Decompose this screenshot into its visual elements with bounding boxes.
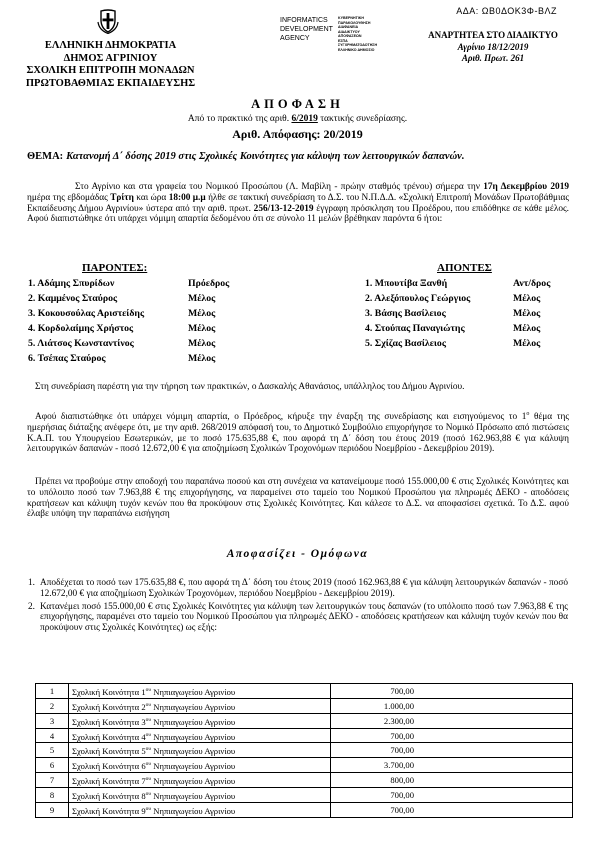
- community-label: Σχολική Κοινότητα 8: [72, 790, 146, 801]
- logo-line: ΣΥΓΧΡΗΜΑΤΟΔΟΤΗΣΗ: [338, 43, 378, 47]
- logo-line: ΕΣΠΑ: [338, 38, 348, 43]
- empty-cell: [454, 758, 573, 773]
- empty-cell: [454, 728, 573, 743]
- ordinal-suffix: ου: [145, 776, 152, 783]
- table-row: [36, 684, 573, 699]
- decision-text: Κατανέμει ποσό 155.000,00 € στις Σχολικές Κοινότητες για κάλυψη των λειτουργικών τους δαπανών (το υπόλοιπο ποσό των 7.963,88 € της επιχορήγησης, παραμένει στο ταμείο του Νομικού Προσώπου για πληρωμές ΔΕΚΟ - αποδόσεις κρατήσεων και κάλυψη τυχόν κενών που θα προκύψουν στις Σχολικές Κοινότητες) ως εξής:: [40, 601, 568, 634]
- member-role: Μέλος: [513, 293, 541, 304]
- logo-line: DEVELOPMENT: [280, 26, 333, 33]
- decision-text: Αποδέχεται το ποσό των 175.635,88 €, που αφορά τη Δ΄ δόση του έτους 2019 (ποσό 162.963,88 € για κάλυψη λειτουργικών δαπανών - ποσό 12.672,00 € για αποζημίωση Σχολικών Τροχονόμων, περιόδου Νοεμβρίου - Δεκεμβρίου 2019).: [40, 578, 568, 599]
- invitation-number: 256/13-12-2019: [253, 203, 314, 214]
- community-label: Σχολική Κοινότητα 1: [72, 686, 146, 697]
- member-role: Μέλος: [513, 338, 541, 349]
- protocol-number: Αριθ. Πρωτ. 261: [461, 53, 525, 63]
- hellenic-emblem-icon: [97, 8, 119, 34]
- empty-cell: [454, 773, 573, 788]
- school-community-name: [69, 788, 331, 803]
- ordinal-suffix: ου: [145, 761, 152, 768]
- allocation-table: [35, 683, 573, 818]
- school-community-name: [69, 802, 331, 817]
- amount-cell: 700,00: [331, 684, 455, 699]
- row-number: 7: [36, 773, 69, 788]
- body-text: Αφού διαπιστώθηκε ότι υπάρχει νόμιμη απαρτία, ο Πρόεδρος, κήρυξε την έναρξη της συνεδρίασης και εισηγούμενος το 1: [35, 412, 527, 423]
- table-row: [36, 743, 573, 758]
- amount-cell: 700,00: [331, 728, 455, 743]
- empty-cell: [454, 802, 573, 817]
- ordinal-suffix: ου: [145, 731, 152, 738]
- intro-text: ημέρα της εβδομάδας: [27, 192, 111, 203]
- logo-line: ΚΥΒΕΡΝΗΤΙΚΗ ΠΑΡΑΚΟΛΟΥΘΗΣΗ: [338, 16, 371, 25]
- empty-cell: [454, 684, 573, 699]
- member-role: Μέλος: [188, 308, 216, 319]
- row-number: 5: [36, 743, 69, 758]
- intro-text: και ώρα: [133, 192, 169, 203]
- member-name: 3. Βάσης Βασίλειος: [365, 308, 446, 319]
- member-name: 1. Μπουτίβα Ξανθή: [365, 278, 448, 289]
- meeting-date: 17η Δεκεμβρίου 2019: [483, 182, 569, 192]
- present-list: [28, 276, 228, 366]
- member-name: 3. Κοκουσούλας Αριστείδης: [28, 308, 145, 319]
- ordinal-suffix: ο: [526, 411, 530, 417]
- empty-cell: [454, 743, 573, 758]
- community-label: Νηπιαγωγείου Αγρινίου: [151, 805, 236, 816]
- meeting-time: 18:00 μ.μ: [168, 192, 206, 203]
- present-member: [28, 336, 228, 351]
- empty-cell: [454, 698, 573, 713]
- absent-member: [365, 276, 565, 291]
- school-community-name: [69, 773, 331, 788]
- decision-item: [28, 578, 568, 600]
- row-number: 4: [36, 728, 69, 743]
- amount-cell: 1.000,00: [331, 698, 455, 713]
- table-row: [36, 773, 573, 788]
- member-name: 2. Καμμένος Σταύρος: [28, 293, 118, 304]
- logo-line: ΕΛΛΗΝΙΚΟ ΔΗΜΟΣΙΟ: [338, 47, 375, 52]
- community-label: Νηπιαγωγείου Αγρινίου: [151, 701, 236, 712]
- community-label: Νηπιαγωγείου Αγρινίου: [151, 716, 236, 727]
- issuer-line: ΔΗΜΟΣ ΑΓΡΙΝΙΟΥ: [63, 52, 158, 64]
- ordinal-suffix: ου: [145, 746, 152, 753]
- school-community-name: [69, 743, 331, 758]
- community-label: Σχολική Κοινότητα 3: [72, 716, 146, 727]
- minutes-reference-text: τακτικής συνεδρίασης.: [317, 114, 408, 124]
- member-role: Μέλος: [513, 308, 541, 319]
- subject: [27, 151, 567, 163]
- empty-cell: [454, 788, 573, 803]
- meeting-day: Τρίτη: [110, 192, 134, 203]
- decisions-list: [28, 578, 568, 634]
- decision-item: [28, 602, 568, 634]
- absent-member: [365, 321, 565, 336]
- decision-number-label: 1.: [28, 578, 35, 588]
- absent-member: [365, 291, 565, 306]
- logo-line: ΔΙΑΦΑΝΕΙΑ: [338, 25, 359, 29]
- community-label: Νηπιαγωγείου Αγρινίου: [151, 761, 236, 772]
- logo-line: ΑΠΟΦΑΣΕΩΝ: [338, 34, 362, 38]
- school-community-name: [69, 728, 331, 743]
- logo-right-text: [338, 16, 377, 52]
- row-number: 2: [36, 698, 69, 713]
- member-name: 1. Αδάμης Σπυρίδων: [28, 278, 115, 289]
- school-community-name: [69, 758, 331, 773]
- present-member: [28, 351, 228, 366]
- member-role: Μέλος: [188, 338, 216, 349]
- ordinal-suffix: ου: [145, 716, 152, 723]
- school-community-name: [69, 698, 331, 713]
- body-paragraph-1: [27, 409, 569, 455]
- community-label: Νηπιαγωγείου Αγρινίου: [151, 746, 236, 757]
- ada-code: ΑΔΑ: ΩΒ0ΔΟΚ3Φ-ΒΛΖ: [456, 6, 557, 16]
- issuer-line: ΕΛΛΗΝΙΚΗ ΔΗΜΟΚΡΑΤΙΑ: [44, 40, 177, 51]
- community-label: Σχολική Κοινότητα 5: [72, 746, 146, 757]
- amount-cell: 700,00: [331, 743, 455, 758]
- member-role: Μέλος: [188, 293, 216, 304]
- body-paragraph-2: Πρέπει να προβούμε στην αποδοχή του παραπάνω ποσού και στη συνέχεια να κατανείμουμε ποσό 155.000,00 € στις Σχολικές Κοινότητες και το υπόλοιπο ποσό των 7.963,88 € της επιχορήγησης, να παραμείνει στο ταμείο του Νομικού Προσώπου για πληρωμές ΔΕΚΟ - αποδόσεις κρατήσεων και κάλυψη τυχόν κενών που θα προκύψουν στις Σχολικές Κοινότητες. Και κάλεσε το Δ.Σ. να αποφασίσει σχετικά. Το Δ.Σ. αφού έλαβε υπόψη την παραπάνω εισήγηση: [27, 477, 569, 520]
- empty-cell: [454, 713, 573, 728]
- present-member: [28, 321, 228, 336]
- logo-line: ΔΙΑΔΙΚΤΥΟΥ: [338, 29, 360, 34]
- decision-heading: Αποφασίζει - Ομόφωνα: [226, 548, 369, 560]
- table-row: [36, 802, 573, 817]
- member-role: Μέλος: [513, 323, 541, 334]
- table-row: [36, 698, 573, 713]
- community-label: Σχολική Κοινότητα 6: [72, 761, 146, 772]
- intro-text: έγγραφη πρόσκληση του Προέδρου, που επιδόθηκε σε κάθε μέλος. Αφού διαπιστώθηκε ότι υπάρχει νόμιμη απαρτία δεδομένου ότι σε σύνολο 11 μελών βρέθηκαν παρόντα 6 ήτοι:: [27, 203, 569, 225]
- table-row: [36, 788, 573, 803]
- member-role: Πρόεδρος: [188, 278, 230, 289]
- document-date: Αγρίνιο 18/12/2019: [457, 41, 529, 52]
- absent-member: [365, 336, 565, 351]
- ordinal-suffix: ου: [145, 805, 152, 812]
- absent-heading: ΑΠΟΝΤΕΣ: [437, 262, 492, 274]
- amount-cell: 700,00: [331, 802, 455, 817]
- member-name: 5. Λιάτσος Κωνσταντίνος: [28, 338, 134, 349]
- row-number: 6: [36, 758, 69, 773]
- issuer-line: ΠΡΩΤΟΒΑΘΜΙΑΣ ΕΚΠΑΙΔΕΥΣΗΣ: [25, 77, 196, 89]
- issuer-line: ΣΧΟΛΙΚΗ ΕΠΙΤΡΟΠΗ ΜΟΝΑΔΩΝ: [26, 65, 195, 77]
- amount-cell: 3.700,00: [331, 758, 455, 773]
- present-member: [28, 306, 228, 321]
- body-text: θέμα της ημερήσιας διάταξης ανέφερε ότι, με την αριθ. 268/2019 απόφασή του, το Δημοτικό Συμβούλιο επιχορήγησε το Νομικό Πρόσωπο από πιστώσεις Κ.Α.Π. του Υπουργείου Εσωτερικών, με το ποσό 175.635,88 €, που αφορά τη Δ΄ δόση του έτους 2019 (ποσό 162.963,88 € για κάλυψη λειτουργικών δαπανών - ποσό 12.672,00 € για αποζημίωση Σχολικών Τροχονόμων περιόδου Νοεμβρίου - Δεκεμβρίου 2019).: [27, 412, 569, 455]
- intro-text: Στο Αγρίνιο και στα γραφεία του Νομικού Προσώπου (Λ. Μαβίλη - πρώην σταθμός τρένου) σήμερα την: [75, 182, 484, 192]
- table-row: [36, 713, 573, 728]
- community-label: Σχολική Κοινότητα 4: [72, 731, 146, 742]
- table-row: [36, 758, 573, 773]
- row-number: 8: [36, 788, 69, 803]
- member-name: 2. Αλεξόπουλος Γεώργιος: [365, 293, 471, 304]
- community-label: Σχολική Κοινότητα 2: [72, 701, 146, 712]
- community-label: Νηπιαγωγείου Αγρινίου: [151, 686, 236, 697]
- logo-line: INFORMATICS: [280, 17, 328, 24]
- minutes-reference-text: Από το πρακτικό της αριθ.: [187, 114, 292, 124]
- minutes-keeper-paragraph: Στη συνεδρίαση παρέστη για την τήρηση των πρακτικών, ο Δασκαλής Αθανάσιος, υπάλληλος του Δήμου Αγρινίου.: [35, 382, 465, 392]
- amount-cell: 2.300,00: [331, 713, 455, 728]
- publish-online-label: ΑΝΑΡΤΗΤΕΑ ΣΤΟ ΔΙΑΔΙΚΤΥΟ: [428, 30, 558, 40]
- intro-text: ήλθε σε τακτική συνεδρίαση το Δ.Σ. του Ν.Π.Δ.Δ. «Σχολική Επιτροπή Μονάδων Πρωτοβάθμιας Εκπαίδευσης Δήμου Αγρινίου» ύστερα από την αριθ. πρωτ.: [27, 192, 570, 214]
- absent-list: [365, 276, 565, 351]
- community-label: Νηπιαγωγείου Αγρινίου: [151, 790, 236, 801]
- school-community-name: [69, 713, 331, 728]
- member-name: 4. Στούπας Παναγιώτης: [365, 323, 465, 334]
- amount-cell: 800,00: [331, 773, 455, 788]
- school-community-name: [69, 684, 331, 699]
- community-label: Νηπιαγωγείου Αγρινίου: [151, 776, 236, 787]
- row-number: 1: [36, 684, 69, 699]
- decision-number: Αριθ. Απόφασης: 20/2019: [232, 127, 363, 141]
- row-number: 9: [36, 802, 69, 817]
- decision-number-label: 2.: [28, 601, 35, 612]
- subject-label: ΘΕΜΑ:: [27, 151, 64, 162]
- logo-left-text: [280, 16, 333, 43]
- member-role: Αντ/δρος: [513, 278, 551, 289]
- member-role: Μέλος: [188, 353, 216, 364]
- community-label: Σχολική Κοινότητα 9: [72, 805, 146, 816]
- row-number: 3: [36, 713, 69, 728]
- table-row: [36, 728, 573, 743]
- publication-header: [418, 30, 568, 65]
- absent-member: [365, 306, 565, 321]
- ordinal-suffix: ου: [145, 687, 152, 693]
- community-label: Νηπιαγωγείου Αγρινίου: [151, 731, 236, 742]
- minutes-number: 6/2019: [291, 114, 318, 124]
- intro-paragraph: [27, 182, 569, 225]
- member-name: 5. Σχίζας Βασίλειος: [365, 338, 446, 349]
- minutes-reference: [0, 114, 595, 124]
- member-name: 6. Τσέπας Σταύρος: [28, 353, 106, 364]
- document-title: ΑΠΟΦΑΣΗ: [251, 97, 344, 111]
- ordinal-suffix: ου: [145, 791, 152, 798]
- issuer-header: [18, 40, 203, 90]
- community-label: Σχολική Κοινότητα 7: [72, 776, 146, 787]
- informatics-agency-logo: [280, 16, 378, 52]
- present-member: [28, 276, 228, 291]
- present-heading: ΠΑΡΟΝΤΕΣ:: [82, 262, 148, 274]
- ordinal-suffix: ου: [145, 701, 152, 708]
- amount-cell: 700,00: [331, 788, 455, 803]
- member-name: 4. Κορδολαίμης Χρήστος: [28, 323, 134, 334]
- logo-line: AGENCY: [280, 35, 310, 42]
- present-member: [28, 291, 228, 306]
- subject-text: Κατανομή Δ΄ δόσης 2019 στις Σχολικές Κοινότητες για κάλυψη των λειτουργικών δαπανών.: [66, 151, 465, 162]
- member-role: Μέλος: [188, 323, 216, 334]
